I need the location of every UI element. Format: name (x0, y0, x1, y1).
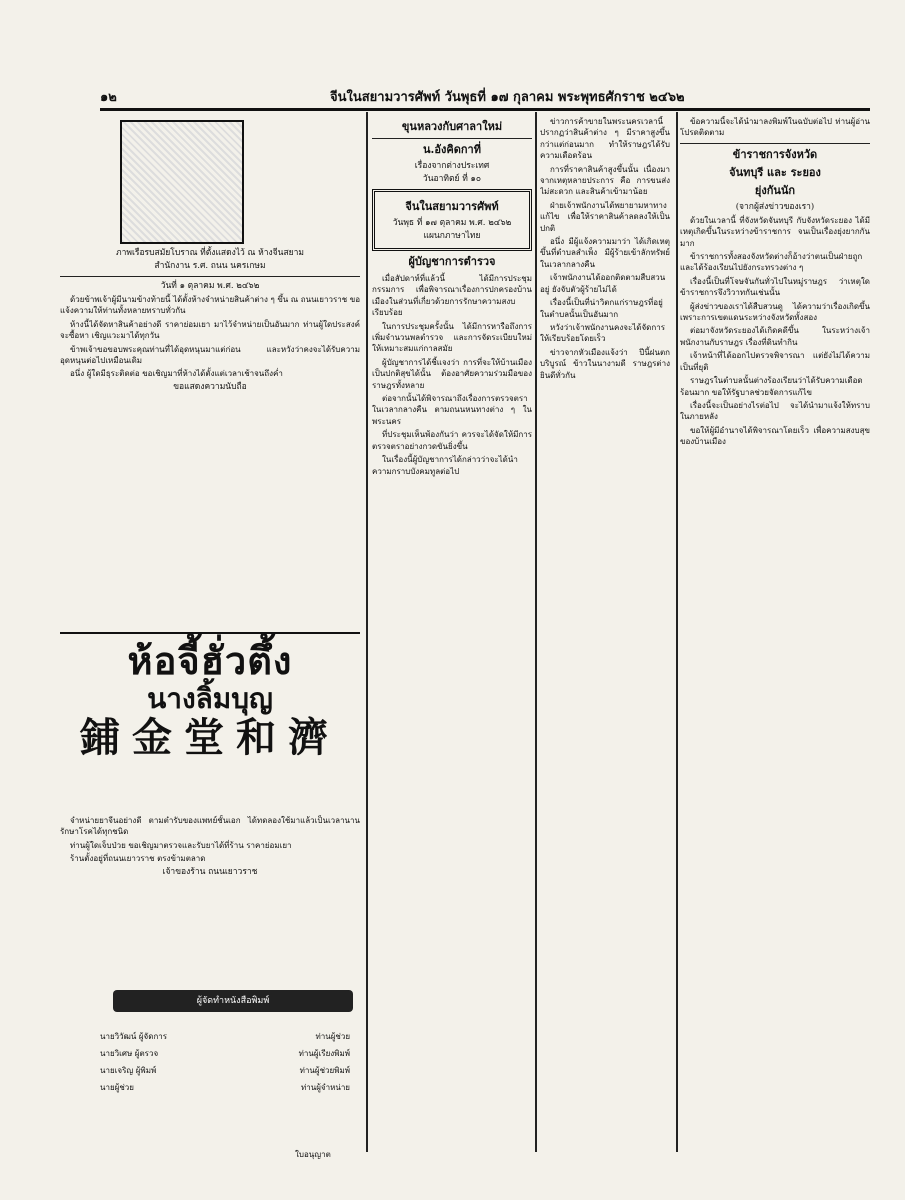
paragraph: ราษฎรในตำบลนั้นต่างร้องเรียนว่าได้รับความเดือดร้อนมาก ขอให้รัฐบาลช่วยจัดการแก้ไข (680, 376, 863, 397)
staff-row: นายวิวัฒน์ ผู้จัดการ ท่านผู้ช่วย (100, 1032, 350, 1041)
headline: ขุนหลวงกับศาลาใหม่ (401, 120, 503, 133)
ad-chinese-name: 鋪金堂和濟 (80, 714, 340, 761)
paragraph: อนึ่ง ผู้ใดมีธุระติดต่อ ขอเชิญมาที่ห้างได้ตั้งแต่เวลาเช้าจนถึงค่ำ (70, 369, 283, 379)
paragraph: ขอให้ผู้มีอำนาจได้พิจารณาโดยเร็ว เพื่อความสงบสุขของบ้านเมือง (680, 425, 870, 447)
paragraph: ร้านตั้งอยู่ที่ถนนเยาวราช ตรงข้ามตลาด (70, 854, 206, 864)
paragraph: ข่าวจากหัวเมืองแจ้งว่า ปีนี้ฝนตกบริบูรณ์ ข้าวในนางามดี ราษฎรต่างยินดีทั่วกัน (540, 347, 670, 380)
subhead: เรื่องจากต่างประเทศ (414, 161, 490, 171)
paragraph: เจ้าพนักงานได้ออกติดตามสืบสวนอยู่ ยังจับตัวผู้ร้ายไม่ได้ (540, 273, 666, 294)
paragraph: ในการประชุมครั้งนั้น ได้มีการหารือถึงการเพิ่มจำนวนพลตำรวจ และการจัดระเบียบใหม่ให้เหมาะสมแก่กาลสมัย (372, 321, 532, 354)
subhead: วันอาทิตย์ ที่ ๑๐ (422, 174, 482, 184)
advertisement (60, 640, 360, 810)
notice-date: วันที่ ๑ ตุลาคม พ.ศ. ๒๔๖๒ (160, 281, 260, 291)
column-2 (372, 116, 532, 1166)
paragraph: เรื่องนี้เป็นที่โจษจันกันทั่วไปในหมู่ราษฎร ว่าเหตุใดข้าราชการจึงวิวาทกันเช่นนั้น (680, 276, 870, 298)
paragraph: ข่าวการค้าขายในพระนครเวลานี้ ปรากฏว่าสินค้าต่าง ๆ มีราคาสูงขึ้นกว่าแต่ก่อนมาก ทำให้ราษฎรได้รับความเดือดร้อน (540, 117, 670, 161)
paragraph: ข้อความนี้จะได้นำมาลงพิมพ์ในฉบับต่อไป ท่านผู้อ่านโปรดติดตาม (680, 117, 870, 138)
masthead-sub: แผนกภาษาไทย (423, 231, 481, 241)
paragraph: การที่ราคาสินค้าสูงขึ้นนั้น เนื่องมาจากเหตุหลายประการ คือ การขนส่งไม่สะดวก และสินค้าเข้ามาน้อย (540, 164, 670, 197)
section-source: (จากผู้ส่งข่าวของเรา) (735, 201, 815, 212)
paragraph: ข้าราชการทั้งสองจังหวัดต่างก็อ้างว่าตนเป็นฝ่ายถูก และได้ร้องเรียนไปยังกระทรวงต่าง ๆ (680, 252, 863, 273)
ad-body (60, 815, 360, 980)
caption-1: ภาพเรือรบสมัยโบราณ ที่ตั้งแสดงไว้ ณ ห้างจีนสยาม (116, 248, 304, 258)
section-subhead: ยุ่งกันนัก (754, 183, 796, 197)
paragraph: ต่อจากนั้นได้พิจารณาถึงเรื่องการตรวจตราในเวลากลางคืน ตามถนนหนทางต่าง ๆ ในพระนคร (372, 394, 532, 426)
column-1 (60, 246, 360, 631)
caption-2: สำนักงาน ร.ศ. ถนน นครเกษม (154, 261, 266, 271)
paragraph: หวังว่าเจ้าพนักงานคงจะได้จัดการให้เรียบร้อยโดยเร็ว (540, 322, 665, 344)
section-subhead: จันทบุรี และ ระยอง (729, 165, 821, 179)
paragraph: ผู้บัญชาการได้ชี้แจงว่า การที่จะให้บ้านเมืองเป็นปกติสุขได้นั้น ต้องอาศัยความร่วมมือของราษฎรทั้งหลาย (372, 357, 532, 390)
divider (680, 143, 870, 144)
masthead-date: วันพุธ ที่ ๑๗ ตุลาคม พ.ศ. ๒๔๖๒ (392, 218, 512, 228)
page-title: จีนในสยามวารศัพท์ วันพุธที่ ๑๗ กุลาคม พระพุทธศักราช ๒๔๖๒ (330, 90, 685, 105)
section-rule (60, 632, 360, 634)
staff-row: นายวิเศษ ผู้ตรวจ ท่านผู้เรียงพิมพ์ (100, 1049, 350, 1058)
column-divider (535, 112, 537, 1152)
masthead-box (372, 189, 532, 251)
paragraph: ในเรื่องนี้ผู้บัญชาการได้กล่าวว่าจะได้นำความกราบบังคมทูลต่อไป (372, 455, 518, 476)
staff-list (100, 1028, 350, 1096)
staff-row: นายผู้ช่วย ท่านผู้จำหน่าย (100, 1083, 350, 1092)
illustration-image (120, 120, 244, 244)
ad-thai-name: ห้อจี้ฮั่วตึ้ง (127, 638, 293, 683)
paragraph: ข้าพเจ้าขอขอบพระคุณท่านที่ได้อุดหนุนมาแต่ก่อน และหวังว่าคงจะได้รับความอุดหนุนต่อไปเหมือนเดิม (60, 344, 360, 366)
paragraph: เจ้าหน้าที่ได้ออกไปตรวจพิจารณา แต่ยังไม่ได้ความเป็นที่ยุติ (680, 351, 870, 372)
paragraph: ต่อมาจังหวัดระยองได้เกิดคดีขึ้น ในระหว่างเจ้าพนักงานกับราษฎร เรื่องที่ดินทำกิน (680, 326, 870, 347)
paragraph: ฝ่ายเจ้าพนักงานได้พยายามหาทางแก้ไข เพื่อให้ราคาสินค้าลดลงให้เป็นปกติ (540, 200, 670, 233)
paragraph: ด้วยข้าพเจ้าผู้มีนามข้างท้ายนี้ ได้ตั้งห้างจำหน่ายสินค้าต่าง ๆ ขึ้น ณ ถนนเยาวราช ขอแจ้งความให้ท่านทั้งหลายทราบทั่วกัน (60, 295, 360, 316)
masthead: จีนในสยามวารศัพท์ (405, 200, 499, 213)
paragraph: อนึ่ง มีผู้แจ้งความมาว่า ได้เกิดเหตุขึ้นที่ตำบลสำเพ็ง มีผู้ร้ายเข้าลักทรัพย์ในเวลากลางคืน (540, 237, 670, 269)
divider (60, 276, 360, 277)
paragraph: ด้วยในเวลานี้ ที่จังหวัดจันทบุรี กับจังหวัดระยอง ได้มีเหตุเกิดขึ้นในระหว่างข้าราชการ จนเป็นเรื่องยุ่งยากกันมาก (680, 215, 870, 248)
column-divider (676, 112, 678, 1152)
staff-banner: ผู้จัดทำหนังสือพิมพ์ (113, 990, 353, 1012)
page-footer: ใบอนุญาต (295, 1150, 331, 1159)
ad-footer: เจ้าของร้าน ถนนเยาวราช (162, 866, 258, 877)
signature: ขอแสดงความนับถือ (173, 381, 247, 392)
paragraph: ท่านผู้ใดเจ็บป่วย ขอเชิญมาตรวจและรับยาได้ที่ร้าน ราคาย่อมเยา (70, 840, 292, 850)
section-head: น.อังคิดกาที่ (423, 143, 481, 156)
paragraph: ผู้ส่งข่าวของเราได้สืบสวนดู ได้ความว่าเรื่องเกิดขึ้นเพราะการเขตแดนระหว่างจังหวัดทั้งสอง (680, 301, 870, 323)
paragraph: ห้างนี้ได้จัดหาสินค้าอย่างดี ราคาย่อมเยา มาไว้จำหน่ายเป็นอันมาก ท่านผู้ใดประสงค์จะซื้อหา เชิญแวะมาได้ทุกวัน (60, 319, 360, 341)
column-4 (680, 116, 870, 1166)
paragraph: จำหน่ายยาจีนอย่างดี ตามตำรับของแพทย์ชั้นเอก ได้ทดลองใช้มาแล้วเป็นเวลานาน รักษาโรคได้ทุกชนิด (60, 816, 360, 837)
page-header (60, 78, 870, 108)
paragraph: เรื่องนี้เป็นที่น่าวิตกแก่ราษฎรที่อยู่ในตำบลนั้นเป็นอันมาก (540, 298, 663, 319)
paragraph: เรื่องนี้จะเป็นอย่างไรต่อไป จะได้นำมาแจ้งให้ทราบในภายหลัง (680, 400, 870, 422)
paragraph: เมื่อสัปดาห์ที่แล้วนี้ ได้มีการประชุมกรรมการ เพื่อพิจารณาเรื่องการปกครองบ้านเมืองในส่วนที่เกี่ยวด้วยการรักษาความสงบเรียบร้อย (372, 274, 532, 318)
divider (372, 138, 532, 139)
header-rule (100, 108, 870, 111)
column-divider (366, 112, 368, 1152)
page-number: ๑๒ (100, 90, 117, 105)
ad-thai-subname: นางลิ้มบุญ (147, 682, 273, 715)
paragraph: ที่ประชุมเห็นพ้องกันว่า ควรจะได้จัดให้มีการตรวจตราอย่างกวดขันยิ่งขึ้น (372, 430, 532, 451)
column-head: ผู้บัญชาการตำรวจ (408, 255, 496, 268)
staff-row: นายเจริญ ผู้พิมพ์ ท่านผู้ช่วยพิมพ์ (100, 1066, 350, 1075)
section-head: ข้าราชการจังหวัด (732, 147, 818, 161)
column-3 (540, 116, 670, 1166)
